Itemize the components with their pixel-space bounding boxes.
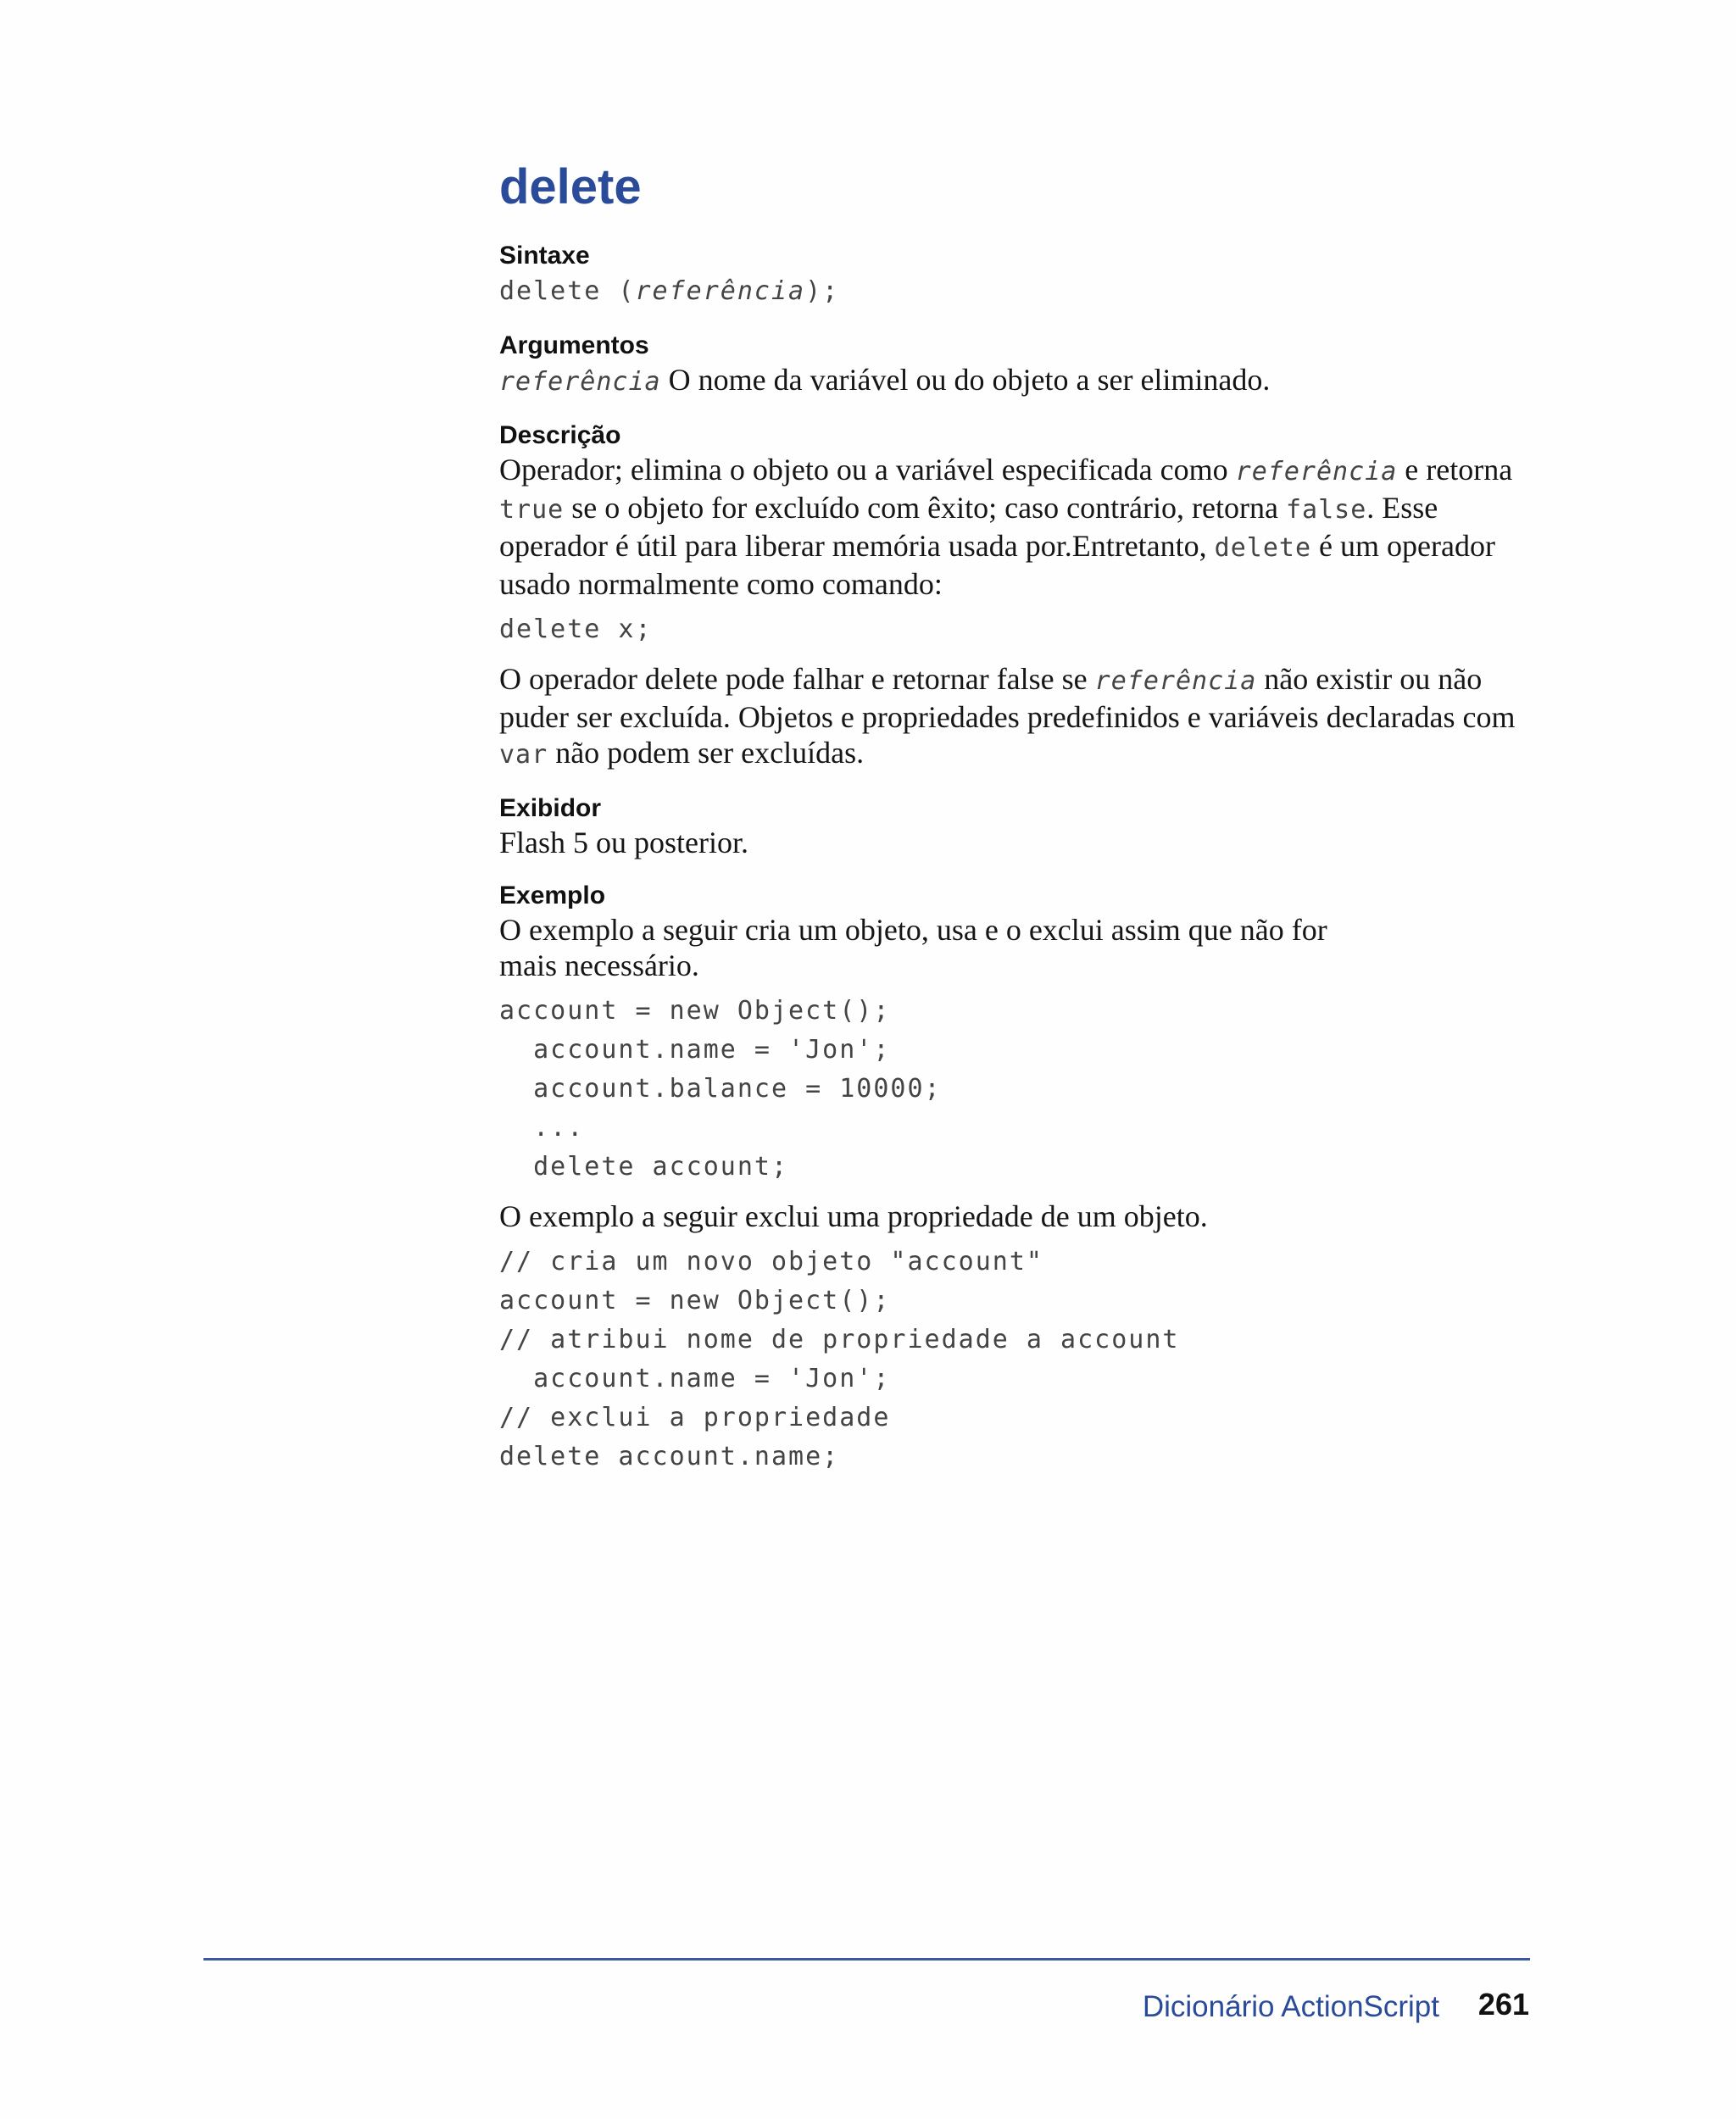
inline-code-delete: delete (1214, 532, 1312, 563)
code-line: // cria um novo objeto "account" (499, 1246, 1043, 1276)
code-line: delete account; (499, 1151, 789, 1182)
example-label: Exemplo (499, 881, 606, 909)
example-middle-text: O exemplo a seguir exclui uma propriedade de um objeto. (499, 1199, 1208, 1233)
description-text: se o objeto for excluído com êxito; caso contrário, retorna (564, 490, 1286, 525)
footer-title: Dicionário ActionScript (1142, 1990, 1439, 2023)
description-text: O operador delete pode falhar e retornar false se (499, 661, 1095, 696)
syntax-code-suffix: ); (805, 275, 840, 306)
syntax-code-prefix: delete ( (499, 275, 636, 306)
inline-code-referencia: referência (1094, 665, 1257, 696)
footer-divider (203, 1958, 1530, 1960)
description-code: delete x; (499, 614, 653, 644)
description-label: Descrição (499, 420, 621, 449)
description-text: . Esse operador é útil para liberar memória usada por.Entretanto, (499, 490, 1438, 563)
example-intro-line: mais necessário. (499, 948, 699, 982)
example-code-1 (499, 992, 1533, 1187)
player-section (499, 792, 1533, 860)
description-text: Operador; elimina o objeto ou a variável especificada como (499, 452, 1236, 487)
code-line: account.name = 'Jon'; (499, 1363, 891, 1393)
description-text: e retorna (1397, 452, 1513, 487)
inline-code-false: false (1285, 494, 1367, 525)
syntax-section (499, 239, 1533, 310)
example-intro-line: O exemplo a seguir cria um objeto, usa e o exclui assim que não for (499, 912, 1327, 947)
inline-code-referencia: referência (1235, 456, 1398, 487)
entry-title: delete (499, 159, 642, 214)
inline-code-true: true (499, 494, 565, 525)
argument-description (499, 362, 1533, 400)
code-line: account.name = 'Jon'; (499, 1034, 891, 1065)
entry-content (499, 158, 1533, 1495)
description-paragraph-1 (499, 452, 1533, 602)
arguments-section (499, 329, 1533, 400)
code-line: delete account.name; (499, 1441, 840, 1471)
code-line: // atribui nome de propriedade a account (499, 1324, 1180, 1354)
argument-text: O nome da variável ou do objeto a ser eliminado. (660, 362, 1271, 397)
description-text: não existir ou não puder ser excluída. Objetos e propriedades predefinidos e variáveis declaradas com (499, 661, 1516, 734)
player-text: Flash 5 ou posterior. (499, 825, 748, 859)
syntax-label: Sintaxe (499, 241, 590, 270)
example-section (499, 879, 1533, 1477)
inline-code-var: var (499, 739, 548, 770)
code-line: account.balance = 10000; (499, 1073, 942, 1104)
code-line: ... (499, 1112, 585, 1143)
example-code-2 (499, 1243, 1533, 1477)
page-number: 261 (1477, 1987, 1529, 2022)
player-label: Exibidor (499, 793, 602, 822)
arguments-label: Argumentos (499, 331, 649, 359)
description-paragraph-2 (499, 661, 1533, 773)
code-line: account = new Object(); (499, 995, 891, 1026)
description-section (499, 419, 1533, 773)
description-text: é um operador usado normalmente como comando: (499, 528, 1495, 601)
description-text: não podem ser excluídas. (548, 735, 865, 770)
code-line: // exclui a propriedade (499, 1402, 891, 1432)
argument-name: referência (499, 366, 661, 397)
syntax-code (499, 272, 1533, 310)
example-intro (499, 912, 1533, 983)
code-line: account = new Object(); (499, 1285, 891, 1315)
syntax-code-arg: referência (635, 275, 806, 306)
